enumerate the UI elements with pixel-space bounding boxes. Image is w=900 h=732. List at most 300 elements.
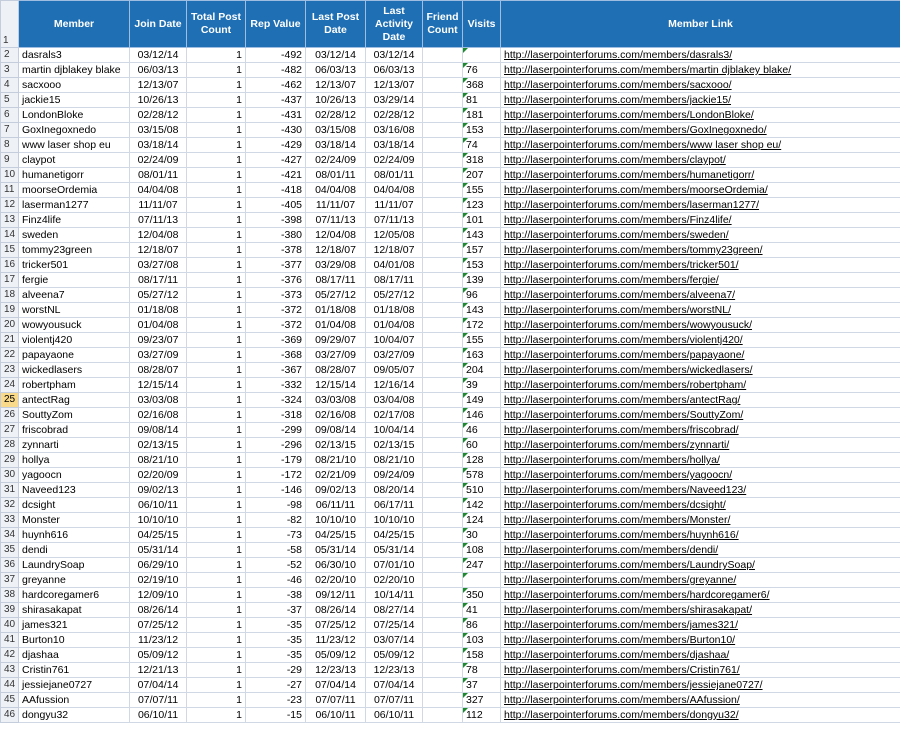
cell-total-post-count[interactable]: 1 <box>187 108 246 123</box>
cell-total-post-count[interactable]: 1 <box>187 363 246 378</box>
cell-friend-count[interactable] <box>423 408 463 423</box>
cell-last-activity-date[interactable]: 08/01/11 <box>366 168 423 183</box>
cell-visits[interactable]: 103 <box>463 633 501 648</box>
cell-rep-value[interactable]: -318 <box>246 408 306 423</box>
cell-member-link[interactable]: http://laserpointerforums.com/members/papayaone/ <box>501 348 900 363</box>
cell-rep-value[interactable]: -324 <box>246 393 306 408</box>
cell-last-post-date[interactable]: 11/11/07 <box>306 198 366 213</box>
cell-rep-value[interactable]: -437 <box>246 93 306 108</box>
cell-last-post-date[interactable]: 12/04/08 <box>306 228 366 243</box>
cell-last-post-date[interactable]: 03/15/08 <box>306 123 366 138</box>
cell-rep-value[interactable]: -431 <box>246 108 306 123</box>
cell-last-post-date[interactable]: 09/12/11 <box>306 588 366 603</box>
row-number[interactable]: 41 <box>1 633 19 648</box>
cell-last-post-date[interactable]: 06/10/11 <box>306 708 366 723</box>
cell-last-post-date[interactable]: 09/08/14 <box>306 423 366 438</box>
cell-member-link[interactable]: http://laserpointerforums.com/members/jessiejane0727/ <box>501 678 900 693</box>
cell-member-link[interactable]: http://laserpointerforums.com/members/sweden/ <box>501 228 900 243</box>
cell-friend-count[interactable] <box>423 138 463 153</box>
cell-member-link[interactable]: http://laserpointerforums.com/members/www laser shop eu/ <box>501 138 900 153</box>
row-number[interactable]: 20 <box>1 318 19 333</box>
cell-join-date[interactable]: 03/12/14 <box>130 48 187 63</box>
cell-last-post-date[interactable]: 02/21/09 <box>306 468 366 483</box>
cell-rep-value[interactable]: -462 <box>246 78 306 93</box>
cell-visits[interactable]: 123 <box>463 198 501 213</box>
cell-total-post-count[interactable]: 1 <box>187 213 246 228</box>
cell-last-post-date[interactable]: 03/27/09 <box>306 348 366 363</box>
cell-join-date[interactable]: 12/13/07 <box>130 78 187 93</box>
cell-total-post-count[interactable]: 1 <box>187 633 246 648</box>
cell-member[interactable]: jackie15 <box>19 93 130 108</box>
cell-total-post-count[interactable]: 1 <box>187 228 246 243</box>
cell-last-post-date[interactable]: 12/15/14 <box>306 378 366 393</box>
cell-member-link[interactable]: http://laserpointerforums.com/members/james321/ <box>501 618 900 633</box>
cell-member[interactable]: laserman1277 <box>19 198 130 213</box>
row-number[interactable]: 43 <box>1 663 19 678</box>
column-header-total-post-count[interactable]: Total Post Count <box>187 1 246 48</box>
cell-last-activity-date[interactable]: 03/04/08 <box>366 393 423 408</box>
cell-last-activity-date[interactable]: 01/18/08 <box>366 303 423 318</box>
cell-member[interactable]: greyanne <box>19 573 130 588</box>
cell-total-post-count[interactable]: 1 <box>187 618 246 633</box>
cell-visits[interactable]: 318 <box>463 153 501 168</box>
row-number[interactable]: 40 <box>1 618 19 633</box>
cell-last-post-date[interactable]: 03/18/14 <box>306 138 366 153</box>
cell-member-link[interactable]: http://laserpointerforums.com/members/LondonBloke/ <box>501 108 900 123</box>
cell-last-activity-date[interactable]: 05/27/12 <box>366 288 423 303</box>
cell-friend-count[interactable] <box>423 393 463 408</box>
cell-total-post-count[interactable]: 1 <box>187 678 246 693</box>
cell-join-date[interactable]: 03/27/09 <box>130 348 187 363</box>
cell-member[interactable]: sacxooo <box>19 78 130 93</box>
cell-visits[interactable]: 96 <box>463 288 501 303</box>
cell-visits[interactable]: 158 <box>463 648 501 663</box>
cell-member[interactable]: AAfussion <box>19 693 130 708</box>
cell-visits[interactable]: 108 <box>463 543 501 558</box>
cell-member-link[interactable]: http://laserpointerforums.com/members/alveena7/ <box>501 288 900 303</box>
cell-join-date[interactable]: 11/11/07 <box>130 198 187 213</box>
cell-friend-count[interactable] <box>423 558 463 573</box>
cell-rep-value[interactable]: -98 <box>246 498 306 513</box>
cell-member[interactable]: LondonBloke <box>19 108 130 123</box>
cell-total-post-count[interactable]: 1 <box>187 123 246 138</box>
cell-friend-count[interactable] <box>423 108 463 123</box>
cell-join-date[interactable]: 02/19/10 <box>130 573 187 588</box>
cell-member-link[interactable]: http://laserpointerforums.com/members/SouttyZom/ <box>501 408 900 423</box>
cell-total-post-count[interactable]: 1 <box>187 498 246 513</box>
cell-member-link[interactable]: http://laserpointerforums.com/members/djashaa/ <box>501 648 900 663</box>
cell-visits[interactable]: 128 <box>463 453 501 468</box>
cell-last-activity-date[interactable]: 02/28/12 <box>366 108 423 123</box>
cell-last-activity-date[interactable]: 10/04/14 <box>366 423 423 438</box>
cell-total-post-count[interactable]: 1 <box>187 423 246 438</box>
cell-friend-count[interactable] <box>423 693 463 708</box>
cell-member-link[interactable]: http://laserpointerforums.com/members/zynnarti/ <box>501 438 900 453</box>
cell-visits[interactable]: 578 <box>463 468 501 483</box>
cell-last-post-date[interactable]: 08/01/11 <box>306 168 366 183</box>
cell-member[interactable]: fergie <box>19 273 130 288</box>
cell-friend-count[interactable] <box>423 183 463 198</box>
row-number[interactable]: 1 <box>1 1 19 48</box>
row-number[interactable]: 34 <box>1 528 19 543</box>
cell-last-activity-date[interactable]: 03/18/14 <box>366 138 423 153</box>
cell-rep-value[interactable]: -332 <box>246 378 306 393</box>
cell-member-link[interactable]: http://laserpointerforums.com/members/AAfussion/ <box>501 693 900 708</box>
cell-rep-value[interactable]: -38 <box>246 588 306 603</box>
cell-member[interactable]: sweden <box>19 228 130 243</box>
cell-join-date[interactable]: 05/09/12 <box>130 648 187 663</box>
cell-last-activity-date[interactable]: 09/05/07 <box>366 363 423 378</box>
cell-last-post-date[interactable]: 03/29/08 <box>306 258 366 273</box>
cell-last-post-date[interactable]: 09/29/07 <box>306 333 366 348</box>
cell-join-date[interactable]: 08/28/07 <box>130 363 187 378</box>
cell-visits[interactable]: 37 <box>463 678 501 693</box>
cell-last-activity-date[interactable]: 04/04/08 <box>366 183 423 198</box>
cell-member-link[interactable]: http://laserpointerforums.com/members/worstNL/ <box>501 303 900 318</box>
cell-join-date[interactable]: 05/27/12 <box>130 288 187 303</box>
cell-friend-count[interactable] <box>423 618 463 633</box>
cell-member[interactable]: martin djblakey blake <box>19 63 130 78</box>
cell-total-post-count[interactable]: 1 <box>187 243 246 258</box>
cell-visits[interactable]: 155 <box>463 333 501 348</box>
cell-last-post-date[interactable]: 08/26/14 <box>306 603 366 618</box>
cell-join-date[interactable]: 08/21/10 <box>130 453 187 468</box>
cell-total-post-count[interactable]: 1 <box>187 588 246 603</box>
row-number[interactable]: 4 <box>1 78 19 93</box>
cell-total-post-count[interactable]: 1 <box>187 603 246 618</box>
cell-member-link[interactable]: http://laserpointerforums.com/members/robertpham/ <box>501 378 900 393</box>
cell-last-post-date[interactable]: 12/18/07 <box>306 243 366 258</box>
cell-last-activity-date[interactable]: 10/04/07 <box>366 333 423 348</box>
cell-rep-value[interactable]: -146 <box>246 483 306 498</box>
cell-visits[interactable]: 153 <box>463 123 501 138</box>
row-number[interactable]: 45 <box>1 693 19 708</box>
cell-member-link[interactable]: http://laserpointerforums.com/members/greyanne/ <box>501 573 900 588</box>
cell-rep-value[interactable]: -373 <box>246 288 306 303</box>
cell-last-activity-date[interactable]: 06/03/13 <box>366 63 423 78</box>
cell-last-post-date[interactable]: 08/21/10 <box>306 453 366 468</box>
cell-friend-count[interactable] <box>423 648 463 663</box>
cell-total-post-count[interactable]: 1 <box>187 693 246 708</box>
cell-last-post-date[interactable]: 06/11/11 <box>306 498 366 513</box>
cell-visits[interactable]: 153 <box>463 258 501 273</box>
cell-last-activity-date[interactable]: 05/09/12 <box>366 648 423 663</box>
cell-member-link[interactable]: http://laserpointerforums.com/members/dendi/ <box>501 543 900 558</box>
cell-total-post-count[interactable]: 1 <box>187 153 246 168</box>
cell-visits[interactable]: 142 <box>463 498 501 513</box>
cell-last-post-date[interactable]: 04/04/08 <box>306 183 366 198</box>
cell-member-link[interactable]: http://laserpointerforums.com/members/hollya/ <box>501 453 900 468</box>
cell-last-activity-date[interactable]: 12/18/07 <box>366 243 423 258</box>
cell-friend-count[interactable] <box>423 588 463 603</box>
cell-join-date[interactable]: 11/23/12 <box>130 633 187 648</box>
cell-last-activity-date[interactable]: 02/13/15 <box>366 438 423 453</box>
cell-rep-value[interactable]: -398 <box>246 213 306 228</box>
cell-last-post-date[interactable]: 07/11/13 <box>306 213 366 228</box>
cell-last-post-date[interactable]: 07/07/11 <box>306 693 366 708</box>
cell-join-date[interactable]: 08/26/14 <box>130 603 187 618</box>
cell-last-post-date[interactable]: 02/20/10 <box>306 573 366 588</box>
cell-last-post-date[interactable]: 05/31/14 <box>306 543 366 558</box>
cell-join-date[interactable]: 12/15/14 <box>130 378 187 393</box>
cell-visits[interactable]: 327 <box>463 693 501 708</box>
cell-join-date[interactable]: 07/11/13 <box>130 213 187 228</box>
cell-rep-value[interactable]: -372 <box>246 318 306 333</box>
cell-member-link[interactable]: http://laserpointerforums.com/members/huynh616/ <box>501 528 900 543</box>
cell-last-activity-date[interactable]: 10/10/10 <box>366 513 423 528</box>
cell-rep-value[interactable]: -299 <box>246 423 306 438</box>
cell-visits[interactable]: 155 <box>463 183 501 198</box>
cell-last-post-date[interactable]: 02/24/09 <box>306 153 366 168</box>
cell-total-post-count[interactable]: 1 <box>187 663 246 678</box>
cell-member[interactable]: papayaone <box>19 348 130 363</box>
row-number[interactable]: 39 <box>1 603 19 618</box>
cell-member[interactable]: shirasakapat <box>19 603 130 618</box>
row-number[interactable]: 46 <box>1 708 19 723</box>
cell-member-link[interactable]: http://laserpointerforums.com/members/fergie/ <box>501 273 900 288</box>
cell-friend-count[interactable] <box>423 423 463 438</box>
cell-visits[interactable]: 74 <box>463 138 501 153</box>
cell-member-link[interactable]: http://laserpointerforums.com/members/antectRag/ <box>501 393 900 408</box>
cell-friend-count[interactable] <box>423 708 463 723</box>
cell-rep-value[interactable]: -376 <box>246 273 306 288</box>
row-number[interactable]: 42 <box>1 648 19 663</box>
cell-friend-count[interactable] <box>423 303 463 318</box>
row-number[interactable]: 18 <box>1 288 19 303</box>
row-number[interactable]: 19 <box>1 303 19 318</box>
cell-rep-value[interactable]: -179 <box>246 453 306 468</box>
cell-friend-count[interactable] <box>423 198 463 213</box>
cell-total-post-count[interactable]: 1 <box>187 513 246 528</box>
cell-member[interactable]: dcsight <box>19 498 130 513</box>
cell-last-post-date[interactable]: 04/25/15 <box>306 528 366 543</box>
cell-friend-count[interactable] <box>423 258 463 273</box>
row-number[interactable]: 28 <box>1 438 19 453</box>
cell-visits[interactable] <box>463 573 501 588</box>
cell-join-date[interactable]: 09/02/13 <box>130 483 187 498</box>
cell-member[interactable]: hardcoregamer6 <box>19 588 130 603</box>
cell-join-date[interactable]: 12/09/10 <box>130 588 187 603</box>
cell-member[interactable]: wickedlasers <box>19 363 130 378</box>
cell-join-date[interactable]: 09/08/14 <box>130 423 187 438</box>
cell-member-link[interactable]: http://laserpointerforums.com/members/Finz4life/ <box>501 213 900 228</box>
cell-join-date[interactable]: 02/13/15 <box>130 438 187 453</box>
cell-member-link[interactable]: http://laserpointerforums.com/members/GoxInegoxnedo/ <box>501 123 900 138</box>
cell-rep-value[interactable]: -405 <box>246 198 306 213</box>
cell-rep-value[interactable]: -296 <box>246 438 306 453</box>
cell-rep-value[interactable]: -369 <box>246 333 306 348</box>
row-number[interactable]: 12 <box>1 198 19 213</box>
cell-member-link[interactable]: http://laserpointerforums.com/members/dongyu32/ <box>501 708 900 723</box>
cell-rep-value[interactable]: -58 <box>246 543 306 558</box>
cell-rep-value[interactable]: -418 <box>246 183 306 198</box>
cell-total-post-count[interactable]: 1 <box>187 573 246 588</box>
cell-rep-value[interactable]: -482 <box>246 63 306 78</box>
cell-last-activity-date[interactable]: 03/27/09 <box>366 348 423 363</box>
cell-last-activity-date[interactable]: 01/04/08 <box>366 318 423 333</box>
cell-member[interactable]: tricker501 <box>19 258 130 273</box>
cell-member-link[interactable]: http://laserpointerforums.com/members/violentj420/ <box>501 333 900 348</box>
row-number[interactable]: 33 <box>1 513 19 528</box>
cell-member[interactable]: humanetigorr <box>19 168 130 183</box>
cell-join-date[interactable]: 02/20/09 <box>130 468 187 483</box>
cell-rep-value[interactable]: -429 <box>246 138 306 153</box>
cell-total-post-count[interactable]: 1 <box>187 303 246 318</box>
cell-total-post-count[interactable]: 1 <box>187 438 246 453</box>
cell-last-activity-date[interactable]: 03/29/14 <box>366 93 423 108</box>
cell-rep-value[interactable]: -492 <box>246 48 306 63</box>
row-number[interactable]: 25 <box>1 393 19 408</box>
cell-visits[interactable]: 41 <box>463 603 501 618</box>
cell-member-link[interactable]: http://laserpointerforums.com/members/claypot/ <box>501 153 900 168</box>
cell-member[interactable]: jessiejane0727 <box>19 678 130 693</box>
cell-join-date[interactable]: 07/25/12 <box>130 618 187 633</box>
cell-total-post-count[interactable]: 1 <box>187 408 246 423</box>
cell-member[interactable]: james321 <box>19 618 130 633</box>
cell-total-post-count[interactable]: 1 <box>187 198 246 213</box>
row-number[interactable]: 8 <box>1 138 19 153</box>
cell-member[interactable]: djashaa <box>19 648 130 663</box>
column-header-rep-value[interactable]: Rep Value <box>246 1 306 48</box>
cell-join-date[interactable]: 03/03/08 <box>130 393 187 408</box>
cell-friend-count[interactable] <box>423 543 463 558</box>
cell-last-post-date[interactable]: 10/10/10 <box>306 513 366 528</box>
row-number[interactable]: 37 <box>1 573 19 588</box>
cell-rep-value[interactable]: -73 <box>246 528 306 543</box>
row-number[interactable]: 10 <box>1 168 19 183</box>
cell-join-date[interactable]: 06/29/10 <box>130 558 187 573</box>
cell-friend-count[interactable] <box>423 573 463 588</box>
cell-member-link[interactable]: http://laserpointerforums.com/members/Monster/ <box>501 513 900 528</box>
cell-last-activity-date[interactable]: 12/05/08 <box>366 228 423 243</box>
cell-rep-value[interactable]: -27 <box>246 678 306 693</box>
cell-member-link[interactable]: http://laserpointerforums.com/members/humanetigorr/ <box>501 168 900 183</box>
cell-total-post-count[interactable]: 1 <box>187 483 246 498</box>
cell-visits[interactable]: 510 <box>463 483 501 498</box>
cell-last-activity-date[interactable]: 08/21/10 <box>366 453 423 468</box>
cell-total-post-count[interactable]: 1 <box>187 168 246 183</box>
cell-friend-count[interactable] <box>423 153 463 168</box>
cell-member[interactable]: LaundrySoap <box>19 558 130 573</box>
cell-last-post-date[interactable]: 06/30/10 <box>306 558 366 573</box>
cell-friend-count[interactable] <box>423 633 463 648</box>
cell-last-post-date[interactable]: 12/13/07 <box>306 78 366 93</box>
cell-friend-count[interactable] <box>423 288 463 303</box>
cell-total-post-count[interactable]: 1 <box>187 78 246 93</box>
cell-member[interactable]: moorseOrdemia <box>19 183 130 198</box>
cell-rep-value[interactable]: -421 <box>246 168 306 183</box>
cell-last-activity-date[interactable]: 07/07/11 <box>366 693 423 708</box>
cell-last-activity-date[interactable]: 10/14/11 <box>366 588 423 603</box>
cell-last-activity-date[interactable]: 04/01/08 <box>366 258 423 273</box>
cell-rep-value[interactable]: -377 <box>246 258 306 273</box>
cell-rep-value[interactable]: -35 <box>246 618 306 633</box>
cell-member[interactable]: Monster <box>19 513 130 528</box>
cell-member[interactable]: hollya <box>19 453 130 468</box>
cell-member-link[interactable]: http://laserpointerforums.com/members/moorseOrdemia/ <box>501 183 900 198</box>
column-header-join-date[interactable]: Join Date <box>130 1 187 48</box>
cell-member[interactable]: dasrals3 <box>19 48 130 63</box>
cell-friend-count[interactable] <box>423 513 463 528</box>
cell-member-link[interactable]: http://laserpointerforums.com/members/hardcoregamer6/ <box>501 588 900 603</box>
cell-member[interactable]: SouttyZom <box>19 408 130 423</box>
cell-total-post-count[interactable]: 1 <box>187 183 246 198</box>
cell-member[interactable]: dendi <box>19 543 130 558</box>
cell-visits[interactable]: 86 <box>463 618 501 633</box>
cell-member-link[interactable]: http://laserpointerforums.com/members/tommy23green/ <box>501 243 900 258</box>
cell-last-post-date[interactable]: 07/25/12 <box>306 618 366 633</box>
cell-member-link[interactable]: http://laserpointerforums.com/members/wowyousuck/ <box>501 318 900 333</box>
cell-join-date[interactable]: 01/18/08 <box>130 303 187 318</box>
row-number[interactable]: 13 <box>1 213 19 228</box>
cell-visits[interactable]: 172 <box>463 318 501 333</box>
cell-join-date[interactable]: 10/26/13 <box>130 93 187 108</box>
column-header-last-post-date[interactable]: Last Post Date <box>306 1 366 48</box>
column-header-friend-count[interactable]: Friend Count <box>423 1 463 48</box>
cell-friend-count[interactable] <box>423 498 463 513</box>
cell-last-post-date[interactable]: 12/23/13 <box>306 663 366 678</box>
cell-total-post-count[interactable]: 1 <box>187 393 246 408</box>
cell-visits[interactable]: 143 <box>463 303 501 318</box>
cell-last-activity-date[interactable]: 02/20/10 <box>366 573 423 588</box>
row-number[interactable]: 17 <box>1 273 19 288</box>
cell-friend-count[interactable] <box>423 228 463 243</box>
cell-friend-count[interactable] <box>423 378 463 393</box>
cell-member[interactable]: yagoocn <box>19 468 130 483</box>
cell-join-date[interactable]: 07/04/14 <box>130 678 187 693</box>
cell-friend-count[interactable] <box>423 678 463 693</box>
cell-join-date[interactable]: 03/18/14 <box>130 138 187 153</box>
cell-member-link[interactable]: http://laserpointerforums.com/members/yagoocn/ <box>501 468 900 483</box>
cell-total-post-count[interactable]: 1 <box>187 333 246 348</box>
cell-join-date[interactable]: 08/17/11 <box>130 273 187 288</box>
cell-last-post-date[interactable]: 10/26/13 <box>306 93 366 108</box>
cell-last-activity-date[interactable]: 03/07/14 <box>366 633 423 648</box>
cell-join-date[interactable]: 04/25/15 <box>130 528 187 543</box>
cell-last-activity-date[interactable]: 08/20/14 <box>366 483 423 498</box>
cell-join-date[interactable]: 07/07/11 <box>130 693 187 708</box>
cell-last-post-date[interactable]: 01/18/08 <box>306 303 366 318</box>
cell-total-post-count[interactable]: 1 <box>187 273 246 288</box>
cell-last-activity-date[interactable]: 06/17/11 <box>366 498 423 513</box>
cell-rep-value[interactable]: -35 <box>246 633 306 648</box>
cell-visits[interactable]: 101 <box>463 213 501 228</box>
cell-join-date[interactable]: 06/10/11 <box>130 498 187 513</box>
cell-member[interactable]: claypot <box>19 153 130 168</box>
cell-friend-count[interactable] <box>423 603 463 618</box>
cell-member[interactable]: friscobrad <box>19 423 130 438</box>
cell-friend-count[interactable] <box>423 243 463 258</box>
cell-last-activity-date[interactable]: 12/16/14 <box>366 378 423 393</box>
cell-total-post-count[interactable]: 1 <box>187 528 246 543</box>
cell-visits[interactable]: 350 <box>463 588 501 603</box>
cell-total-post-count[interactable]: 1 <box>187 288 246 303</box>
cell-join-date[interactable]: 12/21/13 <box>130 663 187 678</box>
cell-last-post-date[interactable]: 02/16/08 <box>306 408 366 423</box>
cell-friend-count[interactable] <box>423 273 463 288</box>
cell-visits[interactable]: 46 <box>463 423 501 438</box>
cell-join-date[interactable]: 01/04/08 <box>130 318 187 333</box>
row-number[interactable]: 3 <box>1 63 19 78</box>
row-number[interactable]: 5 <box>1 93 19 108</box>
cell-visits[interactable]: 157 <box>463 243 501 258</box>
cell-last-post-date[interactable]: 03/03/08 <box>306 393 366 408</box>
column-header-visits[interactable]: Visits <box>463 1 501 48</box>
cell-last-activity-date[interactable]: 02/17/08 <box>366 408 423 423</box>
cell-visits[interactable]: 76 <box>463 63 501 78</box>
cell-rep-value[interactable]: -37 <box>246 603 306 618</box>
row-number[interactable]: 22 <box>1 348 19 363</box>
